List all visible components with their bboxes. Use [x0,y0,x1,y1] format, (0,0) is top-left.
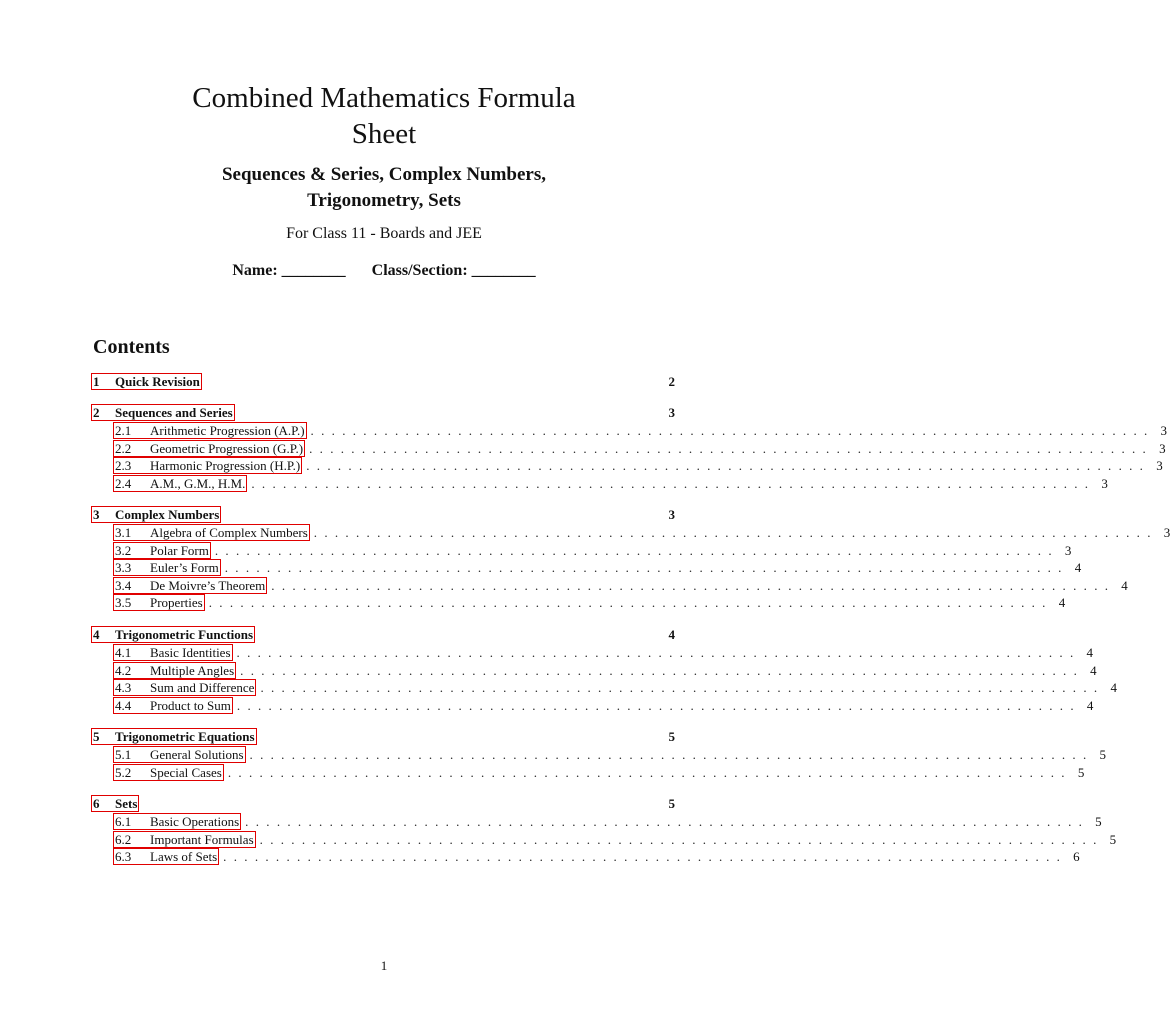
toc-entry-title: Laws of Sets [150,849,218,864]
toc-subsection-link[interactable] [113,577,267,594]
toc-page-number: 4 [1086,697,1094,713]
toc-entry-title: Complex Numbers [115,507,220,522]
toc-entry-number: 3.4 [115,577,132,593]
toc-section-entry [93,373,675,390]
toc-entry-number: 6.3 [115,849,132,864]
toc-dot-leader: ................................................................................ [251,475,1096,491]
toc-subsection-link[interactable] [113,697,233,714]
toc-subsection-link[interactable] [113,644,233,661]
toc-entry-title: Harmonic Progression (H.P.) [150,458,301,473]
name-field-label: Name: ________ [232,262,346,279]
toc-entry-title: Polar Form [150,542,209,558]
page-number: 1 [380,958,388,973]
toc-entry-title: General Solutions [150,747,244,762]
toc-page-number: 5 [1099,747,1107,762]
name-class-row [0,262,768,280]
toc-page-number: 3 [1159,440,1166,456]
toc-subsection-link[interactable] [113,422,307,439]
toc-dot-leader: ................................................................................ [249,747,1094,762]
audience-text: For Class 11 - Boards and JEE [286,225,482,242]
toc-subsection-link[interactable] [113,542,211,559]
toc-entry-title: Basic Operations [150,814,240,829]
toc-page-number: 4 [1074,560,1082,575]
toc-entry-title: Sets [115,796,138,811]
toc-subsection-entry [115,764,1085,781]
toc-entry-title: Properties [150,595,203,610]
toc-dot-leader: ................................................................................ [259,831,1104,847]
toc-entry-number: 4.4 [115,697,132,713]
document-title [0,80,768,152]
toc-subsection-entry [115,746,1107,763]
toc-section-entry [93,404,675,421]
toc-section-link[interactable] [91,795,139,812]
toc-page-number: 2 [668,374,675,389]
toc-page-number: 4 [1058,595,1066,610]
toc-dot-leader: ................................................................................ [271,577,1116,593]
toc-section-entry [93,728,675,745]
toc-subsection-link[interactable] [113,559,221,576]
toc-entry-number: 5 [93,729,100,744]
contents-heading: Contents [93,336,170,358]
toc-page-number: 5 [1095,814,1102,829]
toc-subsection-entry [115,813,1102,830]
toc-dot-leader: ................................................................................ [224,560,1069,575]
toc-page-number: 4 [1121,577,1128,593]
toc-subsection-entry [115,577,1128,594]
toc-subsection-entry [115,559,1082,576]
toc-dot-leader: ................................................................................ [260,680,1105,695]
toc-subsection-link[interactable] [113,524,310,541]
toc-dot-leader: ................................................................................ [240,662,1085,678]
toc-entry-title: Sequences and Series [115,405,233,420]
toc-dot-leader: ................................................................................ [236,697,1081,713]
toc-subsection-entry [115,457,1163,474]
subtitle-line-1: Sequences & Series, Complex Numbers, [221,164,547,185]
toc-page-number: 3 [1156,458,1163,473]
toc-dot-leader: ................................................................................ [309,440,1154,456]
toc-subsection-entry [115,662,1097,679]
toc-entry-title: Special Cases [150,764,222,780]
toc-entry-title: Trigonometric Functions [115,627,254,642]
toc-subsection-link[interactable] [113,457,302,474]
subtitle-line-2: Trigonometry, Sets [307,190,461,211]
toc-page-number: 5 [668,729,675,744]
toc-dot-leader: ................................................................................ [208,595,1053,610]
toc-subsection-link[interactable] [113,764,224,781]
toc-section-link[interactable] [91,728,257,745]
toc-entry-number: 3.2 [115,542,132,558]
toc-subsection-link[interactable] [113,475,247,492]
toc-entry-number: 5.1 [115,747,132,762]
title-line-1: Combined Mathematics Formula [192,82,576,114]
toc-subsection-entry [115,422,1168,439]
toc-entry-number: 2.4 [115,475,132,491]
toc-page-number: 4 [1086,645,1094,660]
toc-subsection-link[interactable] [113,813,241,830]
toc-dot-leader: ................................................................................ [306,458,1151,473]
toc-page-number: 4 [1090,662,1097,678]
toc-section-link[interactable] [91,506,221,523]
toc-subsection-link[interactable] [113,679,256,696]
toc-entry-number: 5.2 [115,764,132,780]
toc-subsection-link[interactable] [113,746,246,763]
toc-section-entry [93,795,675,812]
toc-entry-title: Trigonometric Equations [115,729,255,744]
toc-subsection-entry [115,679,1117,696]
toc-subsection-link[interactable] [113,831,256,848]
toc-entry-title: Quick Revision [115,374,200,389]
toc-entry-number: 2.1 [115,423,132,438]
toc-subsection-link[interactable] [113,848,219,865]
toc-page-number: 3 [1101,475,1108,491]
toc-subsection-entry [115,848,1080,865]
toc-entry-number: 2.2 [115,440,132,456]
toc-page-number: 6 [1073,849,1080,864]
toc-entry-number: 4.2 [115,662,132,678]
toc-dot-leader: ................................................................................ [313,525,1158,540]
toc-entry-number: 6.2 [115,831,132,847]
toc-page-number: 4 [668,627,675,642]
toc-entry-title: Product to Sum [150,697,231,713]
toc-subsection-entry [115,644,1094,661]
toc-page-number: 3 [1160,423,1168,438]
toc-dot-leader: ................................................................................ [227,764,1072,780]
toc-page-number: 3 [668,405,675,420]
class-section-field-label: Class/Section: ________ [371,262,536,279]
toc-section-link[interactable] [91,373,202,390]
toc-entry-number: 4.1 [115,645,132,660]
toc-section-entry [93,506,675,523]
toc-subsection-entry [115,697,1094,714]
toc-page-number: 3 [668,507,675,522]
toc-subsection-link[interactable] [113,662,236,679]
toc-page-number: 4 [1110,680,1117,695]
toc-dot-leader: ................................................................................ [245,814,1090,829]
toc-entry-number: 3.3 [115,560,132,575]
toc-subsection-link[interactable] [113,440,305,457]
toc-page-number: 3 [1064,542,1072,558]
toc-entry-title: Multiple Angles [150,662,235,678]
toc-subsection-entry [115,475,1108,492]
toc-entry-number: 6.1 [115,814,132,829]
toc-entry-number: 2 [93,405,100,420]
toc-entry-title: Basic Identities [150,645,231,660]
toc-entry-title: Euler’s Form [150,560,219,575]
toc-subsection-entry [115,440,1166,457]
toc-page-number: 5 [1109,831,1117,847]
toc-section-entry [93,626,675,643]
toc-subsection-entry [115,524,1170,541]
toc-entry-title: Arithmetic Progression (A.P.) [150,423,305,438]
toc-entry-number: 6 [93,796,100,811]
toc-subsection-entry [115,831,1117,848]
toc-entry-number: 4.3 [115,680,132,695]
toc-entry-title: A.M., G.M., H.M. [150,475,246,491]
toc-dot-leader: ................................................................................ [214,542,1059,558]
toc-entry-number: 2.3 [115,458,132,473]
toc-dot-leader: ................................................................................ [223,849,1068,864]
toc-dot-leader: ................................................................................ [310,423,1155,438]
toc-subsection-entry [115,594,1066,611]
toc-entry-number: 3 [93,507,100,522]
toc-entry-title: Geometric Progression (G.P.) [150,440,304,456]
toc-page-number: 3 [1163,525,1170,540]
toc-section-link[interactable] [91,626,255,643]
title-line-2: Sheet [351,118,417,150]
toc-entry-title: De Moivre’s Theorem [150,577,266,593]
toc-page-number: 5 [668,796,675,811]
toc-subsection-link[interactable] [113,594,205,611]
document-subtitle [0,162,768,214]
toc-entry-number: 1 [93,374,100,389]
toc-entry-title: Important Formulas [150,831,254,847]
toc-entry-number: 4 [93,627,100,642]
toc-page-number: 5 [1077,764,1085,780]
toc-subsection-entry [115,542,1072,559]
toc-dot-leader: ................................................................................ [236,645,1081,660]
toc-entry-title: Sum and Difference [150,680,255,695]
toc-section-link[interactable] [91,404,235,421]
toc-entry-number: 3.1 [115,525,132,540]
toc-entry-title: Algebra of Complex Numbers [150,525,308,540]
toc-entry-number: 3.5 [115,595,132,610]
